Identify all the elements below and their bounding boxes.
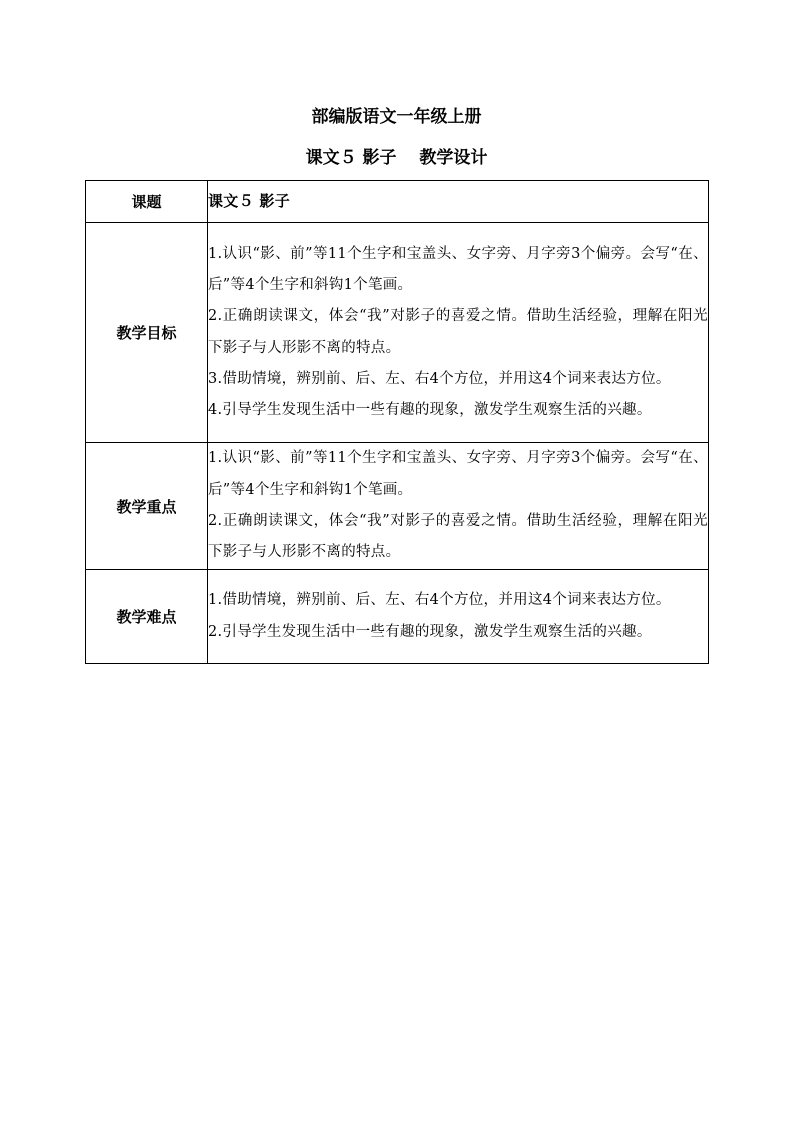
difficulties-item: 1.借助情境，辨别前、后、左、右4个方位，并用这4个词来表达方位。 xyxy=(208,592,671,609)
document-subtitle: 课文５ 影子 教学设计 xyxy=(305,148,488,168)
key-points-label: 教学重点 xyxy=(86,443,208,570)
goals-label: 教学目标 xyxy=(86,223,208,443)
document-title: 部编版语文一年级上册 xyxy=(311,107,482,127)
goals-item: 4.引导学生发现生活中一些有趣的现象，激发学生观察生活的兴趣。 xyxy=(208,402,652,419)
goals-item: 2.正确朗读课文，体会“我”对影子的喜爱之情。借助生活经验，理解在阳光下影子与人形影不离的特点。 xyxy=(208,308,708,356)
table-row-difficulties xyxy=(86,570,709,664)
lesson-plan-table xyxy=(85,180,709,664)
key-points-item: 2.正确朗读课文，体会“我”对影子的喜爱之情。借助生活经验，理解在阳光下影子与人形影不离的特点。 xyxy=(208,513,708,561)
table-row-topic xyxy=(86,181,709,223)
goals-item: 1.认识“影、前”等11个生字和宝盖头、女字旁、月字旁3个偏旁。会写“在、后”等4个生字和斜钩1个笔画。 xyxy=(208,245,708,293)
table-row-key-points xyxy=(86,443,709,570)
difficulties-item: 2.引导学生发现生活中一些有趣的现象，激发学生观察生活的兴趣。 xyxy=(208,623,652,640)
topic-label: 课题 xyxy=(86,181,208,223)
difficulties-content xyxy=(208,570,709,664)
topic-value: 课文５ 影子 xyxy=(208,181,709,223)
goals-item: 3.借助情境，辨别前、后、左、右4个方位，并用这4个词来表达方位。 xyxy=(208,370,671,387)
key-points-content xyxy=(208,443,709,570)
table-row-goals xyxy=(86,223,709,443)
key-points-item: 1.认识“影、前”等11个生字和宝盖头、女字旁、月字旁3个偏旁。会写“在、后”等4个生字和斜钩1个笔画。 xyxy=(208,450,708,498)
difficulties-label: 教学难点 xyxy=(86,570,208,664)
goals-content xyxy=(208,223,709,443)
